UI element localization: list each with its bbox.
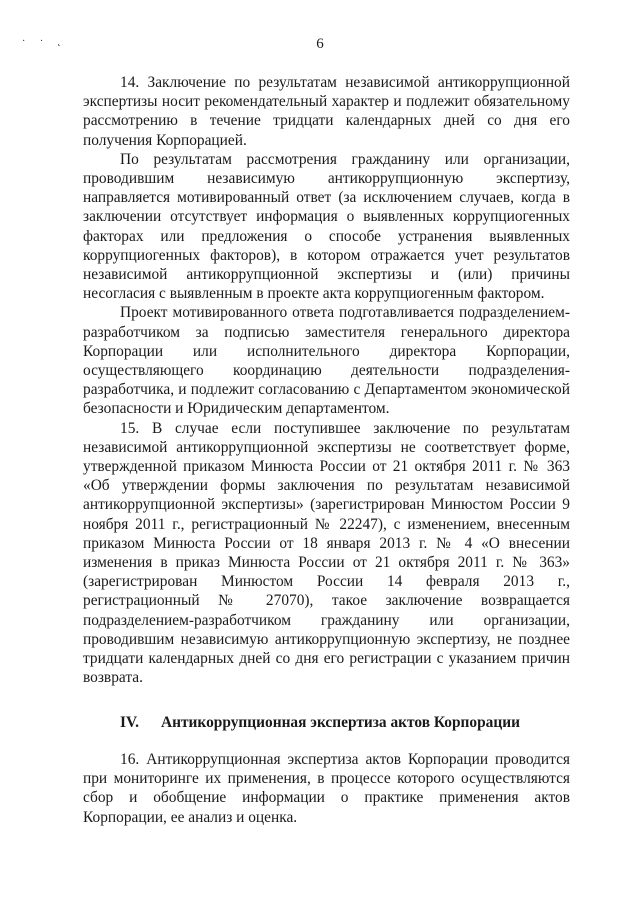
paragraph-16: 16. Антикоррупционная экспертиза актов Корпорации проводится при мониторинге их применения, в процессе которого осуществляются сбор и обобщение информации о практике применения актов Корпорации, ее анализ и оценка. <box>83 751 570 826</box>
section-number: IV. <box>120 714 140 731</box>
paragraph-draft-response: Проект мотивированного ответа подготавливается подразделением-разработчиком за подписью заместителя генерального директора Корпорации или исполнительного директора Корпорации, осуществляющего координацию деятельности подразделения-разработчика, и подлежит согласованию с Департаментом экономической безопасности и Юридическим департаментом. <box>83 304 570 418</box>
paragraph-14: 14. Заключение по результатам независимой антикоррупционной экспертизы носит рекомендательный характер и подлежит обязательному рассмотрению в течение тридцати календарных дней со дня его получения Корпорацией. <box>83 74 570 149</box>
paragraph-response: По результатам рассмотрения гражданину или организации, проводившим независимую антикоррупционную экспертизу, направляется мотивированный ответ (за исключением случаев, когда в заключении отсутствует информация о выявленных коррупциогенных факторах или предложения о способе устранения выявленных коррупциогенных факторов), в котором отражается учет результатов независимой антикоррупционной экспертизы и (или) причины несогласия с выявленным в проекте акта коррупциогенным фактором. <box>83 150 570 303</box>
section-heading <box>0 713 640 732</box>
body-text-section-iv <box>83 750 570 827</box>
page-number: 6 <box>316 36 324 52</box>
paragraph-15: 15. В случае если поступившее заключение по результатам независимой антикоррупционной экспертизы не соответствует форме, утвержденной приказом Минюста России от 21 октября 2011 г. № 363 «Об утверждении формы заключения по результатам независимой антикоррупционной экспертизы» (зарегистрирован Минюстом России 9 ноября 2011 г., регистрационный № 22247), с изменением, внесенным приказом Минюста России от 18 января 2013 г. № 4 «О внесении изменения в приказ Минюста России от 21 октября 2011 г. № 363» (зарегистрирован Минюстом России 14 февраля 2013 г., регистрационный № 27070), такое заключение возвращается подразделением-разработчиком гражданину или организации, проводившим независимую антикоррупционную экспертизу, не позднее тридцати календарных дней со дня его регистрации с указанием причин возврата. <box>83 419 570 687</box>
body-text <box>83 73 570 688</box>
section-title: Антикоррупционная экспертиза актов Корпорации <box>161 714 520 731</box>
scan-artifact: · · ˛ <box>22 36 67 47</box>
